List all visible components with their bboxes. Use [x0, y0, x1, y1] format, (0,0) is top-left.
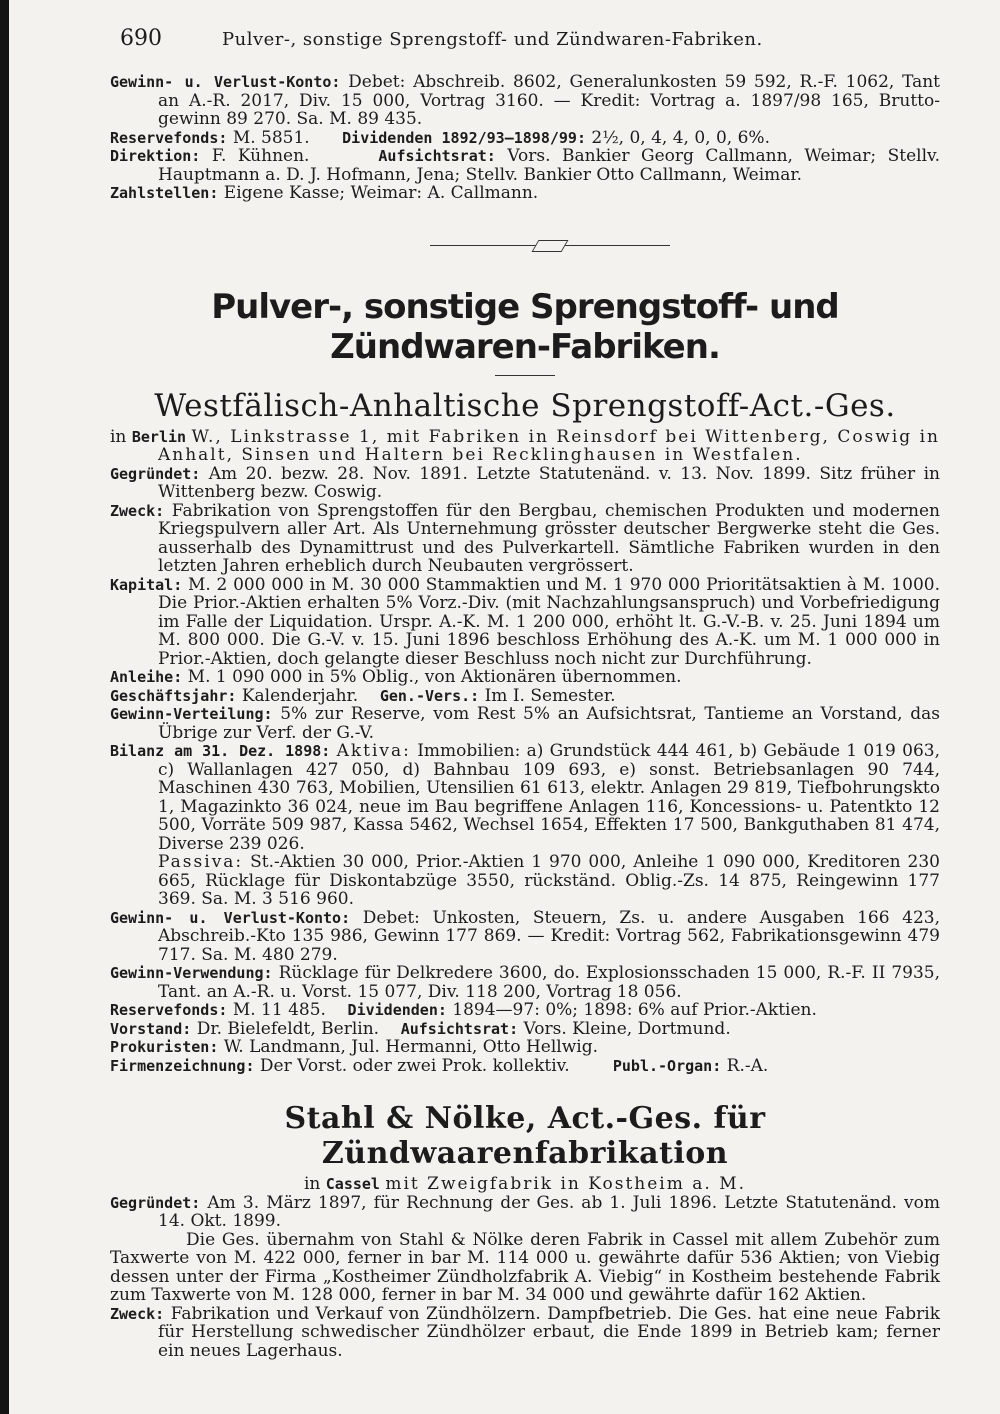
- company1-aufsicht-label: Aufsichtsrat:: [400, 1019, 519, 1038]
- prev-direktion-para: [110, 147, 940, 184]
- company2-gegruendet-label: Gegründet:: [110, 1193, 201, 1212]
- company1-gegruendet-text: Am 20. bezw. 28. Nov. 1891. Letzte Statutenänd. v. 13. Nov. 1899. Sitz früher in Wittenberg bezw. Coswig.: [158, 463, 941, 502]
- prev-direktion-label: Direktion:: [110, 147, 201, 165]
- company2-zweck-para: [110, 1305, 940, 1361]
- company1-publ-label: Publ.-Organ:: [612, 1056, 722, 1075]
- company1-zweck-text: Fabrikation von Sprengstoffen für den Bergbau, chemischen Produkten und modernen Kriegspulvern aller Art. Als Unternehmung grösster deutscher Bergwerke steht die Ges. ausserhalb des Dynamittrust und des Pulverkartell. Sämtliche Fabriken wurden in den letzten Jahren erheblich durch Neubauten vergrössert.: [158, 500, 940, 576]
- company-entry-westfaelisch: [110, 388, 940, 1076]
- company1-gvk-label: Gewinn- u. Verlust-Konto:: [110, 908, 351, 927]
- company-entry-stahl-noelke: [110, 1101, 940, 1360]
- company1-prokur-label: Prokuristen:: [110, 1038, 219, 1056]
- prev-direktion-text: F. Kühnen.: [211, 146, 310, 166]
- company1-verteilung-label: Gewinn-Verteilung:: [110, 705, 273, 723]
- company1-anleihe-text: M. 1 090 000 in 5% Oblig., von Aktionären übernommen.: [187, 667, 682, 687]
- section-title-rule: [495, 375, 555, 376]
- company1-gvk-para: [110, 909, 940, 965]
- company1-title: Westfälisch-Anhaltische Sprengstoff-Act.-Ges.: [154, 387, 896, 424]
- company1-anleihe-para: [110, 668, 940, 687]
- company1-verwendung-label: Gewinn-Verwendung:: [110, 964, 273, 982]
- prev-div-text: 2½, 0, 4, 4, 0, 0, 6%.: [591, 127, 770, 148]
- page-left-edge: [0, 0, 9, 1414]
- company1-zweck-label: Zweck:: [110, 501, 165, 520]
- prev-aufsicht-label: Aufsichtsrat:: [378, 147, 496, 165]
- company1-loc-pre: in: [110, 426, 127, 447]
- company1-reserve-label: Reservefonds:: [110, 1001, 228, 1019]
- company1-aktiva-word: Aktiva:: [336, 741, 411, 761]
- prev-aufsicht-text: Vors. Bankier Georg Callmann, Weimar; Stellv. Hauptmann a. D. J. Hofmann, Jena; Stellv. Bankier Otto Callmann, Weimar.: [158, 146, 941, 185]
- company1-firma-label: Firmenzeichnung:: [110, 1056, 255, 1075]
- company2-title: Stahl & Nölke, Act.-Ges. für Zündwaarenfabrikation: [284, 1101, 766, 1171]
- prev-zahl-text: Eigene Kasse; Weimar: A. Callmann.: [223, 183, 539, 203]
- company2-takeover-para: Die Ges. übernahm von Stahl & Nölke deren Fabrik in Cassel mit allem Zubehör zum Taxwerte von M. 422 000, ferner in bar M. 114 000 u. gewährte dafür 536 Aktien; von Viebig dessen unter der Firma „Kostheimer Zündholzfabrik A. Viebig“ in Kostheim bestehende Fabrik zum Taxwerte von M. 128 000, ferner in bar M. 34 000 und gewährte dafür 162 Aktien.: [110, 1229, 940, 1305]
- company1-loc-city: Berlin: [131, 427, 187, 446]
- company1-gegruendet-para: [110, 465, 940, 502]
- company1-verwendung-para: [110, 964, 940, 1001]
- company1-vorstand-label: Vorstand:: [110, 1019, 192, 1038]
- prev-zahl-label: Zahlstellen:: [110, 184, 219, 202]
- company1-geschaeft-para: [110, 687, 940, 706]
- company1-verteilung-para: [110, 705, 940, 742]
- company1-firma-text: Der Vorst. oder zwei Prok. kollektiv.: [259, 1055, 570, 1076]
- company1-aktiva-text: Immobilien: a) Grundstück 444 461, b) Gebäude 1 019 063, c) Wallanlagen 427 050, d) Bahnbau 109 693, e) sonst. Betriebsanlagen 90 744, Maschinen 430 763, Mobilien, Utensilien 61 613, elektr. Anlagen 29 819, Tiefbohrungskto 1, Magazinkto 36 024, neue im Bau begriffene Anlagen 116, Koncessions- u. Patentkto 12 500, Vorräte 509 987, Kassa 5462, Wechsel 1654, Effekten 17 500, Bankguthaben 81 474, Diverse 239 026.: [158, 741, 940, 854]
- page: [110, 26, 940, 1360]
- company1-location: [110, 428, 940, 465]
- company2-loc-pre: in: [303, 1174, 321, 1194]
- company1-gegruendet-label: Gegründet:: [110, 464, 201, 483]
- company2-zweck-text: Fabrikation und Verkauf von Zündhölzern. Dampfbetrieb. Die Ges. hat eine neue Fabrik für Herstellung schwedischer Zündhölzer erbaut, die Ende 1899 in Betrieb kam; ferner ein neues Lagerhaus.: [158, 1303, 941, 1361]
- company2-location: [110, 1175, 940, 1194]
- page-number: 690: [120, 26, 162, 51]
- company1-kapital-text: M. 2 000 000 in M. 30 000 Stammaktien und M. 1 970 000 Prioritätsaktien à M. 1000. Die Prior.-Aktien erhalten 5% Vorz.-Div. (mit Nachzahlungsanspruch) und Vorbefriedigung im Falle der Liquidation. Urspr. A.-K. M. 1 200 000, erhöht lt. G.-V.-B. v. 25. Juni 1894 um M. 800 000. Die G.-V. v. 15. Juni 1896 beschloss Erhöhung des A.-K. um M. 1 000 000 in Prior.-Aktien, doch gelangte dieser Beschluss noch nicht zur Durchführung.: [158, 574, 940, 669]
- company1-prokur-text: W. Landmann, Jul. Hermanni, Otto Hellwig.: [223, 1037, 598, 1057]
- company1-bilanz-label: Bilanz am 31. Dez. 1898:: [110, 742, 331, 760]
- company1-zweck-para: [110, 502, 940, 576]
- company1-kapital-para: [110, 576, 940, 669]
- company1-div-label: Dividenden:: [347, 1001, 447, 1019]
- company1-vorstand-text: Dr. Bielefeldt, Berlin.: [196, 1018, 380, 1039]
- company1-genvers-label: Gen.-Vers.:: [379, 686, 480, 705]
- company1-anleihe-label: Anleihe:: [110, 668, 183, 686]
- company1-firma-para: [110, 1057, 940, 1076]
- company1-loc-text: W., Linkstrasse 1, mit Fabriken in Reinsdorf bei Wittenberg, Coswig in Anhalt, Sinsen und Haltern bei Recklinghausen in Westfalen.: [158, 426, 940, 465]
- company1-verteilung-text: 5% zur Reserve, vom Rest 5% an Aufsichtsrat, Tantieme an Vorstand, das Übrige zur Verf. der G.-V.: [158, 704, 941, 743]
- page-header: [110, 26, 940, 51]
- company1-geschaeft-label: Geschäftsjahr:: [110, 686, 237, 705]
- company1-publ-text: R.-A.: [726, 1055, 769, 1076]
- prev-div-label: Dividenden 1892/93—1898/99:: [342, 128, 586, 147]
- company1-passiva-word: Passiva:: [158, 852, 244, 872]
- company1-bilanz-aktiva-para: [110, 742, 940, 853]
- company1-genvers-text: Im I. Semester.: [484, 685, 616, 706]
- company1-prokur-para: [110, 1038, 940, 1057]
- company1-passiva-text: St.-Aktien 30 000, Prior.-Aktien 1 970 000, Anleihe 1 090 000, Kreditoren 230 665, Rücklage für Diskontabzüge 3550, rückständ. Oblig.-Zs. 14 875, Reingewinn 177 369. Sa. M. 3 516 960.: [158, 852, 940, 909]
- prev-reserve-label: Reservefonds:: [110, 128, 228, 147]
- company2-gegruendet-para: [110, 1194, 940, 1231]
- prev-gewinn-para: [110, 73, 940, 129]
- divider-diamond-icon: [532, 240, 569, 252]
- section-divider-ornament: [110, 237, 940, 253]
- section-title: Pulver-, sonstige Sprengstoff- und Zündwaren-Fabriken.: [211, 286, 839, 367]
- company1-kapital-label: Kapital:: [110, 575, 183, 594]
- company1-geschaeft-text: Kalenderjahr.: [241, 685, 359, 706]
- prev-zahl-para: [110, 184, 940, 203]
- prev-gewinn-text: Debet: Abschreib. 8602, Generalunkosten 59 592, R.-F. 1062, Tant an A.-R. 2017, Div. 15 000, Vortrag 3160. — Kredit: Vortrag a. 1897/98 165, Brutto-gewinn 89 270. Sa. M. 89 435.: [158, 72, 940, 129]
- company1-aufsicht-text: Vors. Kleine, Dortmund.: [523, 1018, 731, 1039]
- company1-gvk-text: Debet: Unkosten, Steuern, Zs. u. andere Ausgaben 166 423, Abschreib.-Kto 135 986, Gewinn 177 869. — Kredit: Vortrag 562, Fabrikationsgewinn 479 717. Sa. M. 480 279.: [158, 907, 940, 965]
- company2-loc-text: mit Zweigfabrik in Kostheim a. M.: [385, 1174, 747, 1194]
- prev-entry: [110, 73, 940, 203]
- running-title: Pulver-, sonstige Sprengstoff- und Zündwaren-Fabriken.: [222, 29, 763, 50]
- company1-reserve-para: [110, 1001, 940, 1020]
- company2-zweck-label: Zweck:: [110, 1304, 165, 1323]
- company1-reserve-text: M. 11 485.: [232, 1000, 326, 1020]
- prev-reserve-text: M. 5851.: [232, 127, 310, 148]
- company1-vorstand-para: [110, 1020, 940, 1039]
- company1-bilanz-passiva-para: [110, 853, 940, 909]
- company1-verwendung-text: Rücklage für Delkredere 3600, do. Explosionsschaden 15 000, R.-F. II 7935, Tant. an A.-R. u. Vorst. 15 077, Div. 118 200, Vortrag 18 056.: [158, 963, 940, 1002]
- prev-reserve-para: [110, 129, 940, 148]
- company2-loc-city: Cassel: [325, 1175, 380, 1193]
- company2-gegruendet-text: Am 3. März 1897, für Rechnung der Ges. ab 1. Juli 1896. Letzte Statutenänd. vom 14. Okt. 1899.: [158, 1192, 940, 1231]
- company1-div-text: 1894—97: 0%; 1898: 6% auf Prior.-Aktien.: [452, 1000, 817, 1020]
- prev-gewinn-label: Gewinn- u. Verlust-Konto:: [110, 73, 341, 91]
